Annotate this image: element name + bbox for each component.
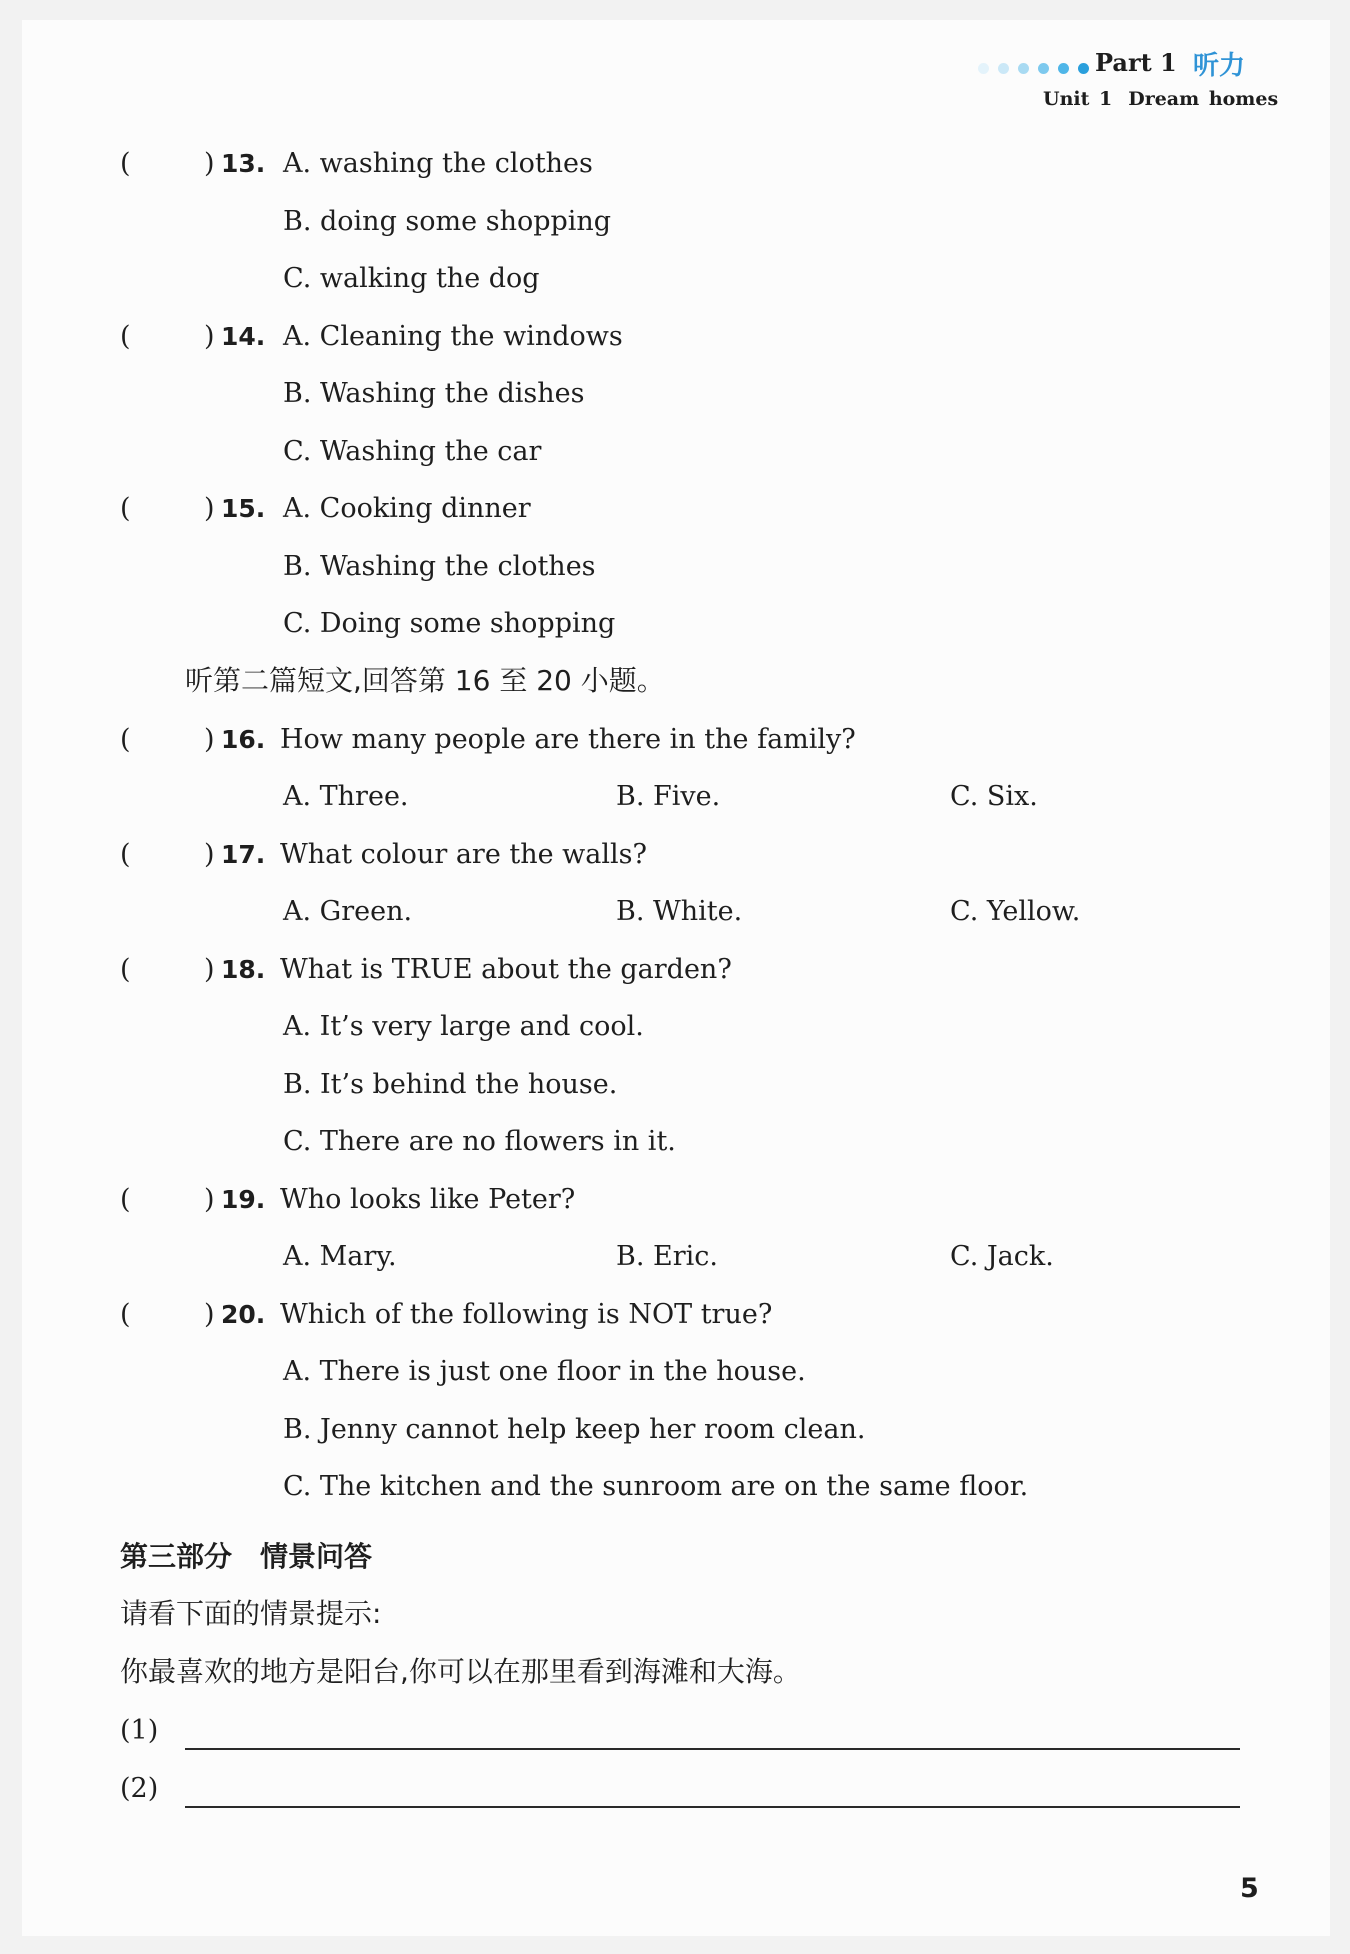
option-b: B. Five. — [616, 781, 721, 812]
question-number: 20. — [221, 1300, 266, 1329]
option-a: A. Mary. — [283, 1241, 397, 1272]
passage-instruction: 听第二篇短文,回答第 16 至 20 小题。 — [185, 664, 665, 697]
header-dot — [998, 63, 1009, 74]
question-text: What colour are the walls? — [280, 839, 647, 870]
answer-blank-close: ) — [204, 839, 215, 870]
question-text: How many people are there in the family? — [280, 724, 856, 755]
option-c: C. Jack. — [950, 1241, 1054, 1272]
question-number: 17. — [221, 840, 266, 869]
answer-blank-open: ( — [120, 148, 131, 179]
header-unit-title: Dream homes — [1128, 88, 1279, 110]
header-dot — [1058, 63, 1069, 74]
option-c: C. The kitchen and the sunroom are on the same floor. — [283, 1471, 1029, 1502]
option-a: A. Cleaning the windows — [283, 321, 623, 352]
answer-line[interactable] — [185, 1806, 1240, 1808]
option-a: A. There is just one floor in the house. — [283, 1356, 806, 1387]
header-dot — [978, 63, 989, 74]
answer-blank-close: ) — [204, 954, 215, 985]
option-a: A. Green. — [283, 896, 413, 927]
answer-blank-close: ) — [204, 321, 215, 352]
answer-blank-close: ) — [204, 493, 215, 524]
section-heading: 第三部分 情景问答 — [120, 1540, 373, 1573]
answer-label: (2) — [120, 1773, 159, 1804]
option-a: A. washing the clothes — [283, 148, 593, 179]
option-b: B. It’s behind the house. — [283, 1069, 618, 1100]
page-number: 5 — [1240, 1873, 1259, 1904]
answer-line[interactable] — [185, 1748, 1240, 1750]
question-number: 19. — [221, 1185, 266, 1214]
answer-blank-open: ( — [120, 954, 131, 985]
header-section-title: 听力 — [1193, 51, 1246, 81]
question-number: 14. — [221, 322, 266, 351]
option-a: A. It’s very large and cool. — [283, 1011, 644, 1042]
answer-label: (1) — [120, 1715, 159, 1746]
answer-blank-close: ) — [204, 1184, 215, 1215]
option-c: C. walking the dog — [283, 263, 540, 294]
answer-blank-open: ( — [120, 1184, 131, 1215]
option-c: C. Yellow. — [950, 896, 1081, 927]
question-text: Who looks like Peter? — [280, 1184, 576, 1215]
header-unit: Unit 1 — [1043, 88, 1113, 110]
answer-blank-open: ( — [120, 321, 131, 352]
option-b: B. Washing the dishes — [283, 378, 585, 409]
answer-blank-close: ) — [204, 148, 215, 179]
answer-blank-open: ( — [120, 1299, 131, 1330]
question-number: 16. — [221, 725, 266, 754]
header-part: Part 1 — [1095, 48, 1177, 77]
header-dot — [1078, 63, 1089, 74]
answer-blank-open: ( — [120, 493, 131, 524]
option-a: A. Cooking dinner — [283, 493, 531, 524]
option-b: B. Eric. — [616, 1241, 718, 1272]
header-unit-line — [1043, 88, 1278, 110]
option-c: C. Washing the car — [283, 436, 542, 467]
header-dot — [1018, 63, 1029, 74]
question-text: Which of the following is NOT true? — [280, 1299, 773, 1330]
answer-blank-close: ) — [204, 1299, 215, 1330]
option-c: C. There are no flowers in it. — [283, 1126, 676, 1157]
question-text: What is TRUE about the garden? — [280, 954, 732, 985]
option-a: A. Three. — [283, 781, 409, 812]
section-instruction: 请看下面的情景提示: — [120, 1597, 382, 1630]
answer-blank-close: ) — [204, 724, 215, 755]
option-b: B. Jenny cannot help keep her room clean. — [283, 1414, 866, 1445]
answer-blank-open: ( — [120, 839, 131, 870]
option-b: B. doing some shopping — [283, 206, 612, 237]
option-c: C. Doing some shopping — [283, 608, 616, 639]
scenario-prompt: 你最喜欢的地方是阳台,你可以在那里看到海滩和大海。 — [120, 1655, 801, 1688]
question-number: 18. — [221, 955, 266, 984]
question-number: 13. — [221, 149, 266, 178]
header-dot — [1038, 63, 1049, 74]
option-c: C. Six. — [950, 781, 1038, 812]
option-b: B. Washing the clothes — [283, 551, 596, 582]
question-number: 15. — [221, 494, 266, 523]
answer-blank-open: ( — [120, 724, 131, 755]
option-b: B. White. — [616, 896, 743, 927]
